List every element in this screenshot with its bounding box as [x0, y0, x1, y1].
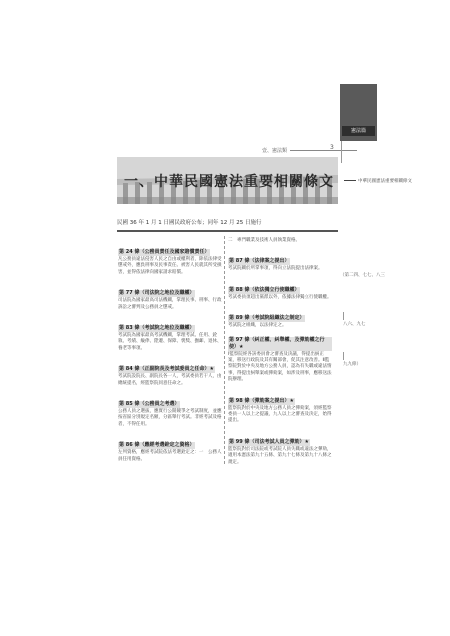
- article-title: 第 77 條（司法院之地位及職權）: [119, 290, 195, 297]
- margin-tick: [343, 312, 344, 320]
- article-body: 考試院之組織，以法律定之。: [228, 323, 287, 329]
- article-item: [228, 247, 332, 272]
- article-item: [228, 238, 332, 244]
- page-number: 3: [330, 144, 334, 151]
- article-title: 第 86 條（應經考選銓定之資格）: [119, 442, 195, 449]
- margin-note: 九九條）: [343, 362, 361, 367]
- article-item: [118, 355, 222, 387]
- article-title: 第 97 條（糾正權、糾舉權、及彈劾權之行使）★: [228, 337, 332, 351]
- article-title: 第 98 條（彈劾案之提出）★: [229, 397, 294, 404]
- article-item: [228, 276, 332, 301]
- article-body: 考試院關於所掌事項，得向立法院提出法律案。: [228, 266, 323, 272]
- article-item: [118, 314, 222, 352]
- article-body: 公務人員之選拔，應實行公開競爭之考試制度，並應按省區分別規定名額，分區舉行考試。非經考試及格者，不得任用。: [118, 409, 222, 427]
- right-column: [228, 238, 332, 469]
- article-item: [118, 431, 222, 463]
- section-side-tab[interactable]: [340, 84, 377, 141]
- article-title: 第 84 條（正副院長及考試委員之任命）★: [119, 366, 214, 373]
- article-body: 考試院為國家最高考試機關，掌理考試、任用、銓敘、考績、級俸、陞遷、保障、褒獎、撫卹、退休、養老等事項。: [118, 333, 222, 351]
- article-title: 第 88 條（依法獨立行使職權）: [229, 286, 300, 293]
- article-item: [228, 387, 332, 425]
- running-header: [262, 147, 357, 154]
- article-body: 凡公務員違法侵害人民之自由或權利者，除依法律受懲戒外，應負刑事及民事責任。被害人民就其所受損害，並得依法律向國家請求賠償。: [118, 257, 222, 275]
- article-item: [228, 428, 332, 466]
- article-body: Ⅰ監察院經各該委員會之審查及決議，得提出糾正案，移送行政院及其有關部會，促其注意改善。Ⅱ監察院對於中央及地方公務人員，認為有失職或違法情事，得提出糾舉案或彈劾案，如涉及刑事，應移送法院辦理。: [228, 351, 332, 383]
- article-item: [228, 333, 332, 384]
- article-body: 二 專門職業及技術人員執業資格。: [228, 238, 300, 243]
- article-title: 第 99 條（司法考試人員之彈劾）★: [229, 438, 309, 445]
- article-title: 第 83 條（考試院之地位及職權）: [119, 325, 195, 332]
- article-item: [118, 238, 222, 276]
- margin-title-text: 中華民國憲法重要相關條文: [358, 179, 412, 184]
- page-edge-mark: [341, 141, 342, 163]
- article-item: [118, 390, 222, 428]
- section-rule: [117, 230, 338, 232]
- article-title: 第 85 條（公務員之考選）: [119, 401, 180, 408]
- article-body: 司法院為國家最高司法機關，掌理民事、刑事、行政訴訟之審判及公務員之懲戒。: [118, 298, 222, 310]
- law-promulgation-line: 民國 36 年 1 月 1 日國民政府公布；同年 12 月 25 日施行: [117, 220, 262, 226]
- article-body: 考試委員須超出黨派以外，依據法律獨立行使職權。: [228, 294, 332, 300]
- article-title: 第 89 條（考試院組織法之制定）: [229, 315, 305, 322]
- margin-note: （第二四、七七、八三: [340, 273, 385, 278]
- running-header-text: 壹、憲法類: [262, 148, 288, 154]
- margin-tick: [343, 352, 344, 360]
- article-body: 考試院設院長、副院長各一人，考試委員若干人，由總統提名，經監察院同意任命之。: [118, 374, 222, 386]
- article-item: [228, 304, 332, 329]
- column-divider: [224, 236, 225, 464]
- arrow-line-icon: [344, 180, 356, 181]
- article-title: 第 87 條（法律案之提出）: [229, 258, 290, 265]
- banner-title: 一、中華民國憲法重要相關條文: [124, 174, 334, 190]
- article-body: 監察院對於司法院或考試院人員失職或違法之彈劾，適用本憲法第九十五條、第九十七條及第九十八條之規定。: [228, 446, 332, 465]
- article-item: [118, 279, 222, 311]
- header-rule: [290, 150, 357, 151]
- margin-title-note: [344, 178, 412, 184]
- side-tab-label: 憲法篇: [342, 126, 375, 136]
- left-column: [118, 238, 222, 466]
- margin-note: 八六、九七: [343, 322, 366, 327]
- article-body: 左列資格，應經考試院依法考選銓定之：一 公務人員任用資格。: [118, 450, 222, 462]
- article-body: 監察院對於中央及地方公務人員之彈劾案，須經監察委員一人以上之提議，九人以上之審查及決定，始得提出。: [228, 405, 332, 424]
- article-title: 第 24 條（公務員責任及國家賠償責任）: [119, 249, 210, 255]
